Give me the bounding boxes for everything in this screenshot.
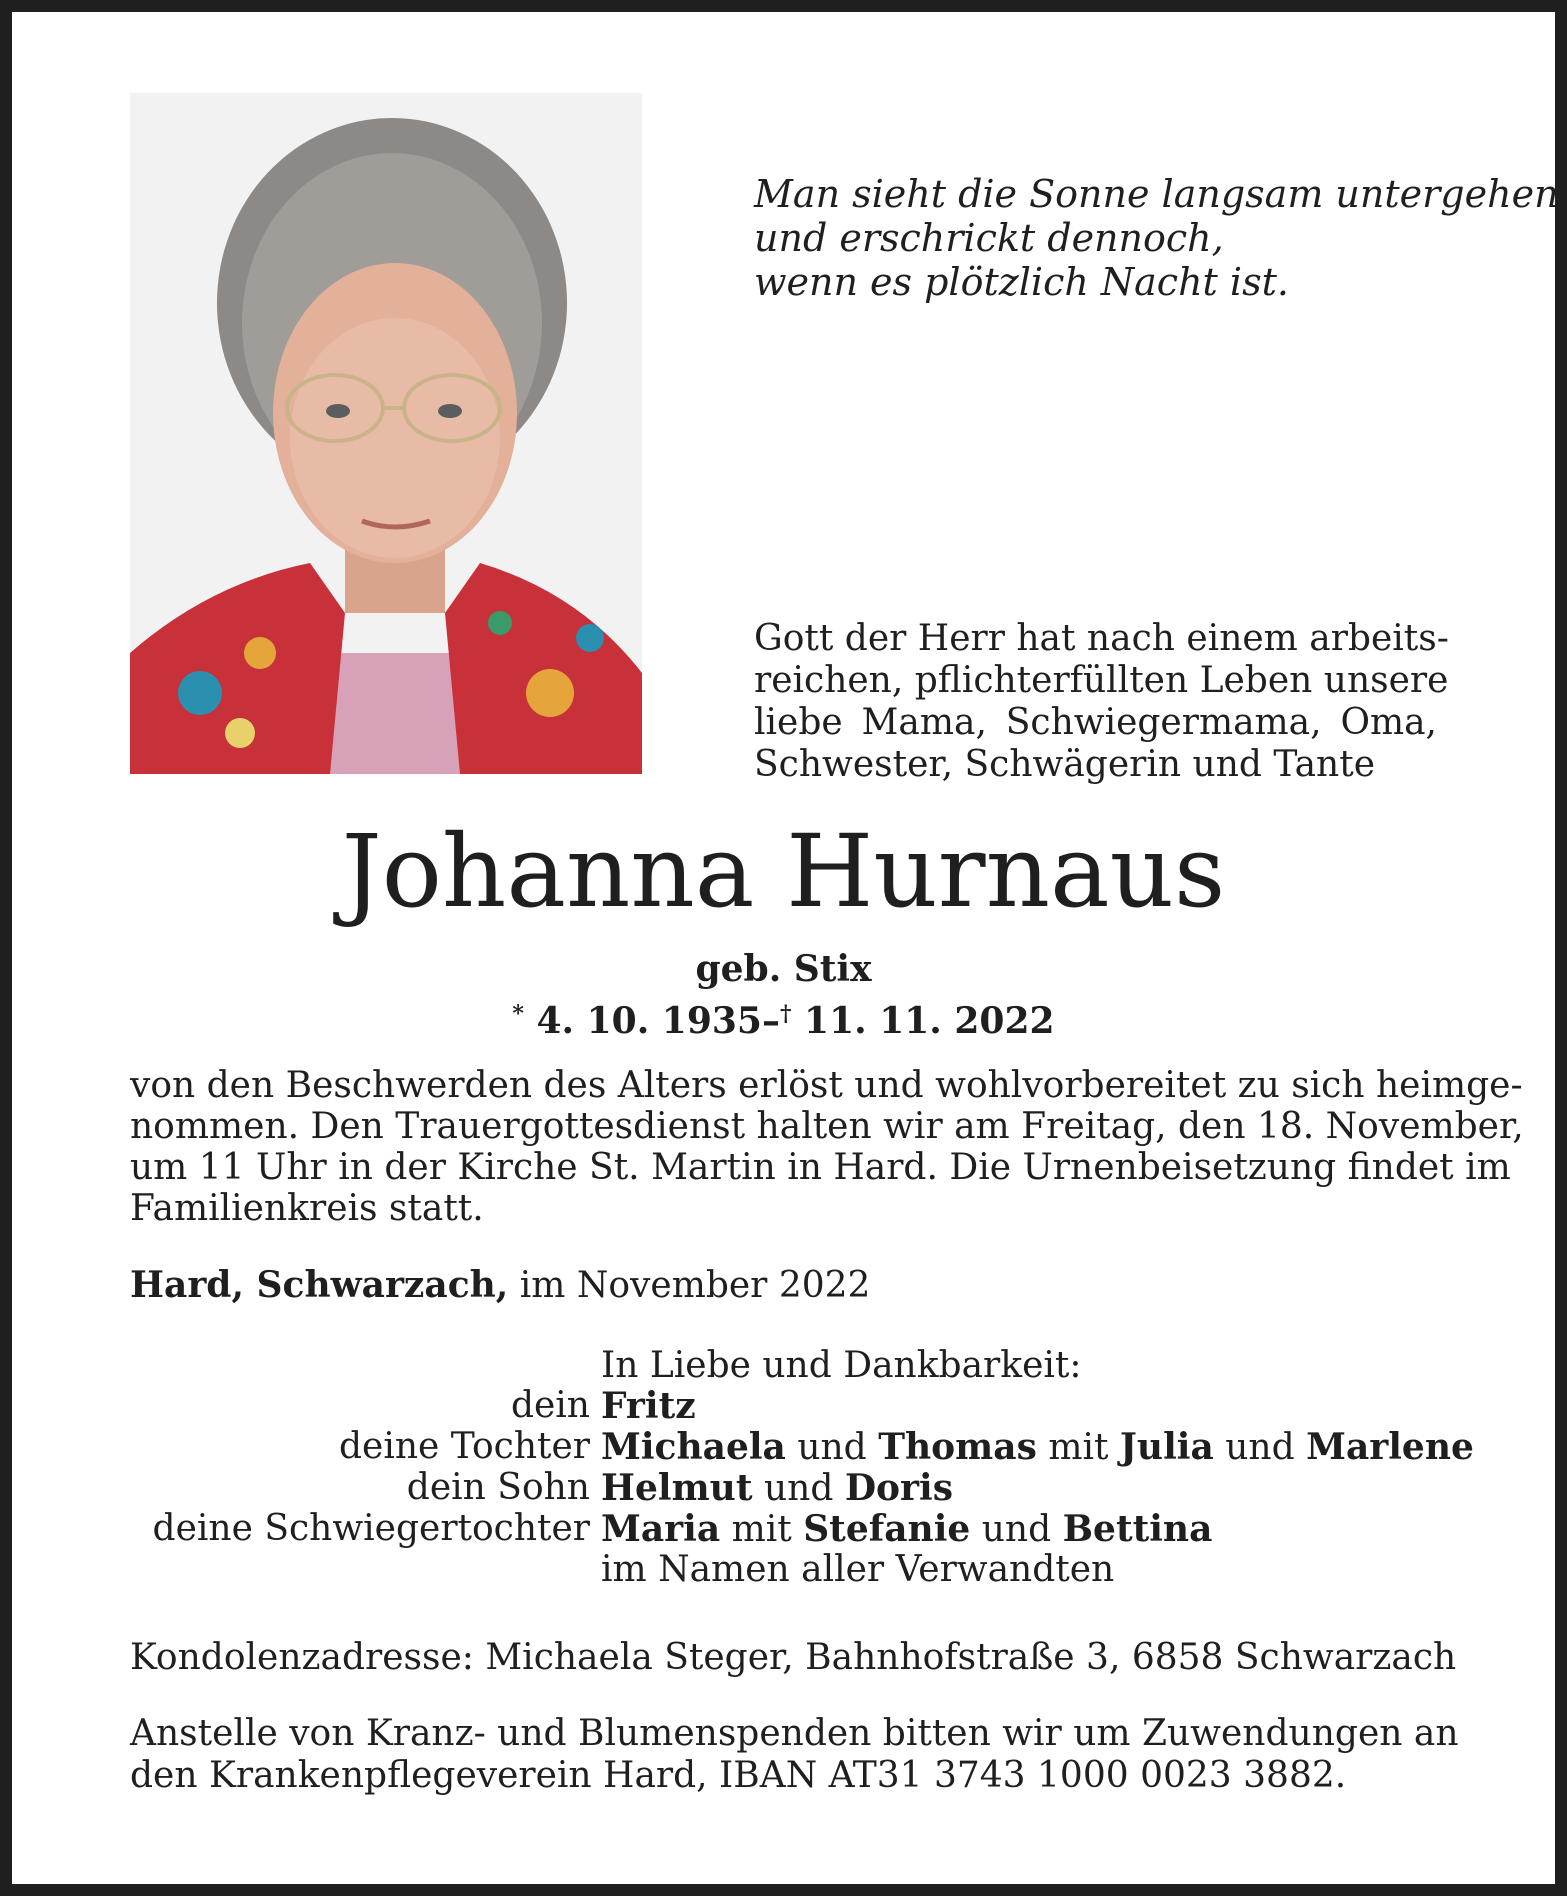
relative-name: Thomas xyxy=(878,1426,1037,1468)
relative-names xyxy=(601,1426,1474,1469)
relative-name: Michaela xyxy=(601,1426,786,1468)
connector-word: und xyxy=(981,1509,1052,1550)
relative-name: Maria xyxy=(601,1508,721,1550)
places: Hard, Schwarzach, xyxy=(130,1264,509,1306)
motto-quote xyxy=(754,172,1559,304)
relative-names xyxy=(601,1549,1114,1591)
relative-name: Marlene xyxy=(1306,1426,1474,1468)
intro-line: Schwester, Schwägerin und Tante xyxy=(754,744,1375,785)
donation-line: Anstelle von Kranz- und Blumenspenden bitten wir um Zuwendungen an xyxy=(130,1713,1459,1754)
connector-word: und xyxy=(797,1427,867,1468)
date-dash: – xyxy=(761,1000,780,1042)
motto-line: und erschrickt dennoch, xyxy=(754,216,1224,260)
portrait-photo xyxy=(130,93,642,774)
relative-name: Doris xyxy=(844,1467,953,1509)
relation-label: dein xyxy=(510,1385,590,1426)
announcement-line: Familienkreis statt. xyxy=(130,1188,484,1229)
condolence-address: Kondolenzadresse: Michaela Steger, Bahnhofstraße 3, 6858 Schwarzach xyxy=(130,1637,1457,1678)
relative-names xyxy=(601,1508,1212,1551)
relation-label: deine Tochter xyxy=(338,1426,590,1467)
death-date: 11. 11. 2022 xyxy=(804,1000,1055,1042)
relation-label: dein Sohn xyxy=(406,1467,590,1508)
birth-name: geb. Stix xyxy=(695,948,872,990)
signature-row xyxy=(130,1508,1440,1550)
intro-line: reichen, pflichterfüllten Leben unsere xyxy=(754,660,1449,701)
relative-names xyxy=(601,1385,696,1428)
announcement-line: nommen. Den Trauergottesdienst halten wir am Freitag, den 18. November, xyxy=(130,1106,1524,1147)
donation-line: den Krankenpflegeverein Hard, IBAN AT31 3743 1000 0023 3882. xyxy=(130,1755,1347,1796)
connector-word: und xyxy=(1225,1427,1295,1468)
announcement-text xyxy=(130,1065,1524,1229)
birth-symbol: * xyxy=(512,1001,524,1027)
relative-name: Stefanie xyxy=(803,1508,971,1550)
date: im November 2022 xyxy=(519,1265,871,1306)
place-date xyxy=(130,1264,870,1307)
connector-word: mit xyxy=(731,1509,792,1550)
deceased-name: Johanna Hurnaus xyxy=(341,813,1226,930)
announcement-line: um 11 Uhr in der Kirche St. Martin in Hard. Die Urnenbeisetzung findet im xyxy=(130,1147,1511,1188)
motto-line: Man sieht die Sonne langsam untergehen xyxy=(754,172,1559,216)
relative-names xyxy=(601,1467,953,1510)
relative-name: Bettina xyxy=(1062,1508,1213,1550)
relative-name: Fritz xyxy=(601,1385,696,1427)
connector-word: mit xyxy=(1048,1427,1109,1468)
connector-word: und xyxy=(763,1468,834,1509)
signature-row xyxy=(130,1467,1440,1509)
signature-row xyxy=(130,1426,1474,1468)
intro-line: liebe Mama, Schwiegermama, Oma, xyxy=(754,702,1437,743)
birth-date: 4. 10. 1935 xyxy=(536,1000,762,1042)
death-symbol: † xyxy=(779,1001,792,1027)
announcement-line: von den Beschwerden des Alters erlöst und wohlvorbereitet zu sich heimge- xyxy=(130,1065,1523,1106)
intro-text xyxy=(754,618,1449,786)
signature-intro: In Liebe und Dankbarkeit: xyxy=(601,1345,1082,1386)
life-dates xyxy=(0,993,1567,1042)
relative-name: Julia xyxy=(1119,1426,1214,1468)
donation-note xyxy=(130,1713,1459,1797)
connector-word: im Namen aller Verwandten xyxy=(601,1549,1115,1590)
signature-row xyxy=(130,1549,1440,1591)
relation-label: deine Schwiegertochter xyxy=(152,1508,590,1549)
signature-row xyxy=(130,1385,1440,1427)
intro-line: Gott der Herr hat nach einem arbeits- xyxy=(754,618,1449,659)
motto-line: wenn es plötzlich Nacht ist. xyxy=(754,260,1289,304)
relative-name: Helmut xyxy=(601,1467,753,1509)
